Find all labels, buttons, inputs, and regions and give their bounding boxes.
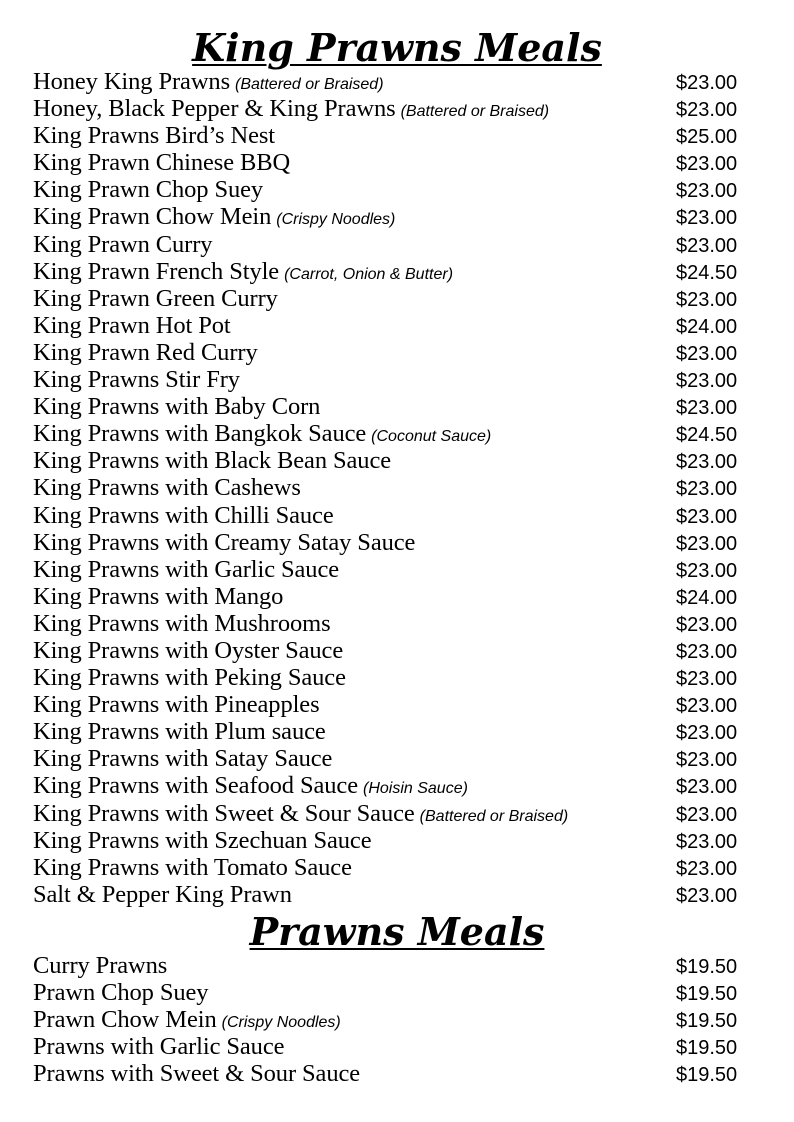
menu-item-name: King Prawns with Szechuan Sauce [33, 826, 372, 854]
menu-item [33, 1006, 745, 1033]
menu-item-price: $23.00 [676, 749, 738, 772]
menu-item [33, 854, 745, 881]
menu-item-name: Honey, Black Pepper & King Prawns [33, 95, 396, 123]
menu-item-name: King Prawn Curry [33, 230, 213, 258]
menu-item-price: $23.00 [676, 288, 738, 311]
menu-item-name: King Prawns with Creamy Satay Sauce [33, 528, 416, 556]
menu-item-price: $23.00 [676, 72, 738, 94]
menu-item-price: $23.00 [676, 370, 738, 393]
menu-item-name: King Prawns with Sweet & Sour Sauce [33, 799, 415, 827]
menu-item [33, 1060, 745, 1087]
menu-item-price: $24.00 [676, 315, 738, 338]
menu-item-price: $23.00 [676, 99, 738, 122]
menu-item-price: $23.00 [676, 857, 738, 880]
prawns-menu-list [33, 952, 745, 1087]
menu-item-note: (Carrot, Onion & Butter) [284, 265, 454, 283]
menu-item [33, 312, 745, 339]
menu-item-price: $23.00 [676, 342, 738, 365]
menu-item-name: King Prawns with Chilli Sauce [33, 501, 334, 529]
menu-item-note: (Coconut Sauce) [371, 428, 492, 446]
menu-item-name: King Prawns with Seafood Sauce [33, 772, 358, 800]
section-title-text: King Prawns Meals [192, 25, 602, 70]
menu-item [33, 203, 745, 230]
menu-item-name: King Prawns with Oyster Sauce [33, 636, 344, 664]
king-prawns-menu-list [33, 68, 745, 908]
menu-item-name: King Prawns with Plum sauce [33, 718, 326, 746]
menu-item [33, 800, 745, 827]
menu-item-note: (Battered or Braised) [235, 76, 384, 93]
menu-item-name: King Prawns with Mango [33, 582, 284, 610]
menu-item-price: $23.00 [676, 478, 738, 501]
menu-item [33, 952, 745, 979]
menu-item-name: King Prawns with Cashews [33, 474, 301, 502]
menu-item-price: $23.00 [676, 207, 738, 230]
menu-item-name: King Prawn Green Curry [33, 284, 278, 312]
menu-item-note: (Battered or Braised) [419, 807, 569, 825]
menu-item-name: King Prawns Bird’s Nest [33, 122, 276, 150]
menu-item [33, 610, 745, 637]
menu-item [33, 637, 745, 664]
menu-item-price: $23.00 [676, 884, 738, 907]
menu-item-name: King Prawn Chinese BBQ [33, 149, 291, 177]
menu-item-price: $23.00 [676, 613, 738, 636]
menu-item-note: (Crispy Noodles) [221, 1014, 341, 1032]
menu-item-price: $23.00 [676, 397, 738, 420]
menu-item-name: King Prawn French Style [33, 257, 280, 285]
menu-item [33, 366, 745, 393]
menu-item-price: $24.00 [676, 586, 738, 609]
menu-item [33, 718, 745, 745]
menu-item-name: Prawns with Sweet & Sour Sauce [33, 1060, 361, 1088]
menu-item-price: $19.50 [676, 956, 738, 978]
menu-item [33, 149, 745, 176]
menu-item [33, 258, 745, 285]
menu-item-note: (Hoisin Sauce) [362, 780, 468, 798]
menu-item-name: King Prawns with Mushrooms [33, 609, 331, 637]
menu-item-price: $23.00 [676, 234, 738, 257]
menu-item-name: Curry Prawns [33, 952, 168, 979]
menu-item-name: Honey King Prawns [33, 68, 231, 95]
menu-item [33, 122, 745, 149]
menu-item [33, 420, 745, 447]
menu-item [33, 691, 745, 718]
menu-item [33, 583, 745, 610]
menu-item [33, 68, 745, 95]
menu-item-price: $23.00 [676, 505, 738, 528]
menu-item-note: (Battered or Braised) [400, 103, 550, 121]
menu-item-note: (Crispy Noodles) [276, 211, 396, 229]
section-title-prawns [0, 910, 794, 954]
menu-item-price: $24.50 [676, 261, 738, 284]
menu-item-price: $19.50 [676, 1010, 738, 1033]
menu-item [33, 664, 745, 691]
menu-item-price: $19.50 [676, 1037, 738, 1060]
menu-item-price: $23.00 [676, 180, 738, 203]
section-title-king-prawns [0, 26, 794, 70]
menu-item [33, 339, 745, 366]
section-title-text: Prawns Meals [249, 909, 545, 954]
menu-item-name: Prawn Chop Suey [33, 979, 209, 1007]
menu-item-name: King Prawns with Baby Corn [33, 393, 321, 421]
menu-item-price: $19.50 [676, 1064, 738, 1087]
menu-item-price: $23.00 [676, 830, 738, 853]
menu-item [33, 979, 745, 1006]
menu-item-price: $23.00 [676, 559, 738, 582]
menu-item [33, 556, 745, 583]
menu-item-name: King Prawns with Satay Sauce [33, 745, 333, 773]
menu-item-price: $25.00 [676, 126, 738, 149]
menu-item-name: Prawns with Garlic Sauce [33, 1033, 285, 1061]
menu-item-price: $23.00 [676, 153, 738, 176]
menu-item [33, 745, 745, 772]
menu-item-name: King Prawns Stir Fry [33, 366, 240, 394]
menu-item [33, 474, 745, 501]
menu-item-price: $23.00 [676, 722, 738, 745]
menu-item [33, 393, 745, 420]
menu-item-name: Salt & Pepper King Prawn [33, 880, 292, 908]
menu-item [33, 1033, 745, 1060]
menu-item-price: $23.00 [676, 451, 738, 474]
menu-item-price: $23.00 [676, 640, 738, 663]
menu-item-name: King Prawns with Pineapples [33, 691, 320, 719]
menu-item-name: King Prawn Hot Pot [33, 311, 231, 339]
menu-item [33, 529, 745, 556]
menu-item [33, 176, 745, 203]
menu-item-name: King Prawn Chop Suey [33, 176, 264, 204]
menu-item [33, 772, 745, 799]
menu-item [33, 881, 745, 908]
menu-item-name: King Prawns with Black Bean Sauce [33, 447, 392, 475]
menu-item-name: Prawn Chow Mein [33, 1006, 217, 1034]
menu-item-price: $23.00 [676, 668, 738, 691]
menu-item-name: King Prawn Red Curry [33, 338, 258, 366]
menu-item [33, 285, 745, 312]
menu-item [33, 95, 745, 122]
menu-item-price: $24.50 [676, 424, 738, 447]
menu-item-name: King Prawns with Tomato Sauce [33, 853, 352, 881]
menu-item-price: $23.00 [676, 776, 738, 799]
menu-item-name: King Prawn Chow Mein [33, 203, 272, 231]
menu-item-name: King Prawns with Garlic Sauce [33, 555, 340, 583]
menu-item-name: King Prawns with Peking Sauce [33, 664, 346, 692]
menu-item-price: $23.00 [676, 695, 738, 718]
menu-item [33, 231, 745, 258]
menu-item [33, 502, 745, 529]
menu-item [33, 447, 745, 474]
menu-item-price: $19.50 [676, 983, 738, 1006]
menu-item-name: King Prawns with Bangkok Sauce [33, 420, 367, 448]
menu-item-price: $23.00 [676, 803, 738, 826]
menu-item-price: $23.00 [676, 532, 738, 555]
menu-item [33, 827, 745, 854]
